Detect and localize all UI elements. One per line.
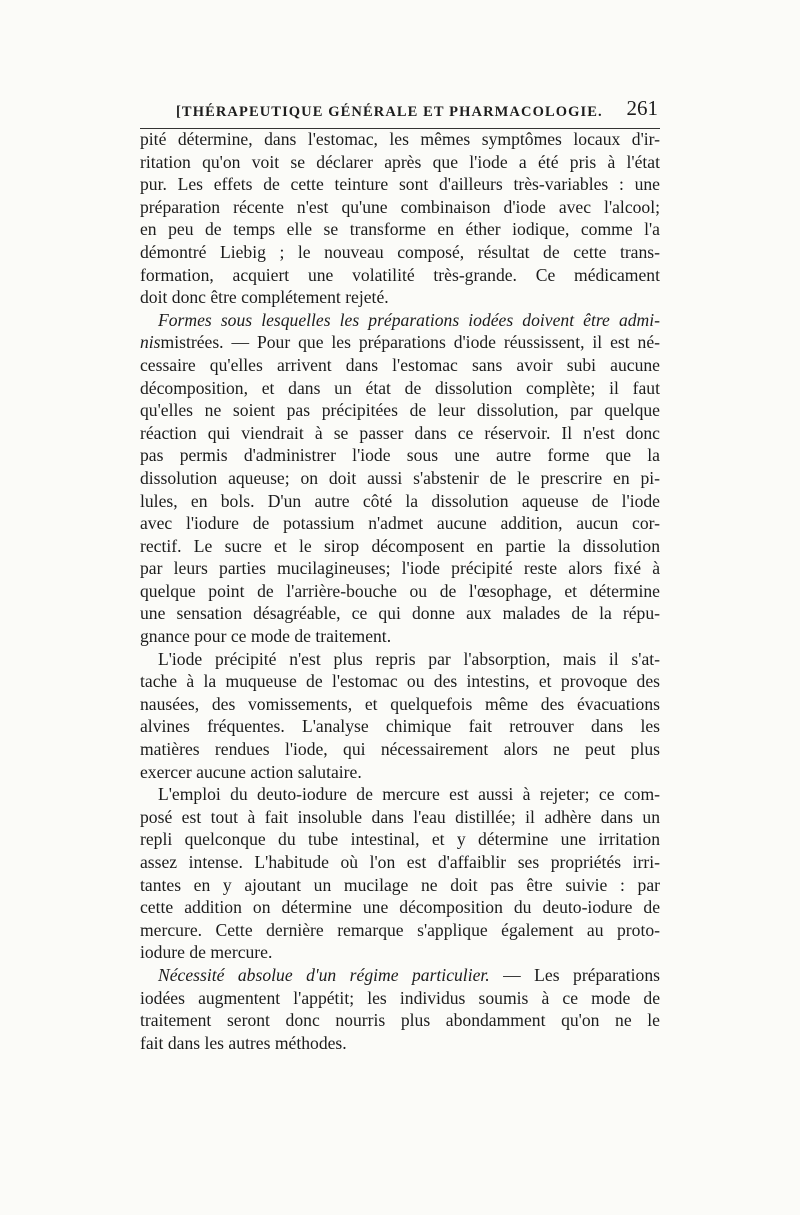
text-line: repli quelconque du tube intestinal, et y détermine une irritation — [140, 829, 660, 850]
text-line: cessaire qu'elles arrivent dans l'estomac sans avoir subi aucune — [140, 354, 660, 375]
text-line: quelque point de l'arrière-bouche ou de l'œsophage, et détermine — [140, 580, 660, 601]
text-line: pité détermine, dans l'estomac, les mêmes symptômes locaux d'ir- — [140, 129, 660, 149]
text-line: assez intense. L'habitude où l'on est d'affaiblir ses propriétés irri- — [140, 852, 660, 872]
text-line: iodure de mercure. — [140, 942, 273, 963]
text-line: décomposition, et dans un état de dissolution complète; il faut — [140, 377, 660, 398]
text-line: iodées augmentent l'appétit; les individus soumis à ce mode de — [140, 987, 660, 1008]
text-line: doit donc être complétement rejeté. — [140, 287, 389, 308]
section-heading-formes: Formes sous lesquelles les préparations iodées doivent être admi- — [158, 309, 660, 330]
text-line: tache à la muqueuse de l'estomac ou des intestins, et provoque des — [140, 671, 660, 692]
running-head: [THÉRAPEUTIQUE GÉNÉRALE ET PHARMACOLOGIE. — [176, 104, 603, 120]
text-line: avec l'iodure de potassium n'admet aucune addition, aucun cor- — [140, 513, 660, 534]
text-line: pur. Les effets de cette teinture sont d'ailleurs très-variables : une — [140, 174, 660, 195]
page-header — [140, 96, 660, 129]
section-heading-necessite — [140, 964, 660, 987]
text-line: L'emploi du deuto-iodure de mercure est aussi à rejeter; ce com- — [158, 784, 660, 805]
text-line: L'iode précipité n'est plus repris par l'absorption, mais il s'at- — [158, 648, 660, 669]
text-line: formation, acquiert une volatilité très-grande. Ce médicament — [140, 264, 660, 285]
text-line: exercer aucune action salutaire. — [140, 761, 362, 782]
text-line: mercure. Cette dernière remarque s'applique également au proto- — [140, 919, 660, 940]
text-line: alvines fréquentes. L'analyse chimique fait retrouver dans les — [140, 716, 660, 737]
text-line: préparation récente n'est qu'une combinaison d'iode avec l'alcool; — [140, 196, 660, 217]
text-line: une sensation désagréable, ce qui donne aux malades de la répu- — [140, 603, 660, 624]
text-line: démontré Liebig ; le nouveau composé, résultat de cette trans- — [140, 241, 660, 262]
text-line: réaction qui viendrait à se passer dans ce réservoir. Il n'est donc — [140, 422, 660, 443]
heading-necessite-title: Nécessité absolue d'un régime particulier. — [158, 964, 490, 985]
text-line: fait dans les autres méthodes. — [140, 1032, 347, 1053]
text-line: matières rendues l'iode, qui nécessairement alors ne peut plus — [140, 739, 660, 760]
text-line-rest: mistrées. — Pour que les préparations d'iode réussissent, il est né- — [160, 332, 660, 353]
text-line: posé est tout à fait insoluble dans l'eau distillée; il adhère dans un — [140, 806, 660, 827]
text-line: lules, en bols. D'un autre côté la dissolution aqueuse de l'iode — [140, 490, 660, 511]
text-line: tantes en y ajoutant un mucilage ne doit pas être suivie : par — [140, 874, 660, 895]
heading-continuation: nis — [140, 332, 161, 353]
text-line: dissolution aqueuse; on doit aussi s'abstenir de le prescrire en pi- — [140, 467, 660, 488]
text-line: rectif. Le sucre et le sirop décomposent en partie la dissolution — [140, 535, 660, 556]
text-line: qu'elles ne soient pas précipitées de leur dissolution, par quelque — [140, 400, 660, 421]
text-line: gnance pour ce mode de traitement. — [140, 626, 392, 647]
text-line: en peu de temps elle se transforme en éther iodique, comme l'a — [140, 219, 660, 240]
text-line: nausées, des vomissements, et quelquefois même des évacuations — [140, 693, 660, 714]
page-number: 261 — [626, 96, 658, 120]
text-line: traitement seront donc nourris plus abondamment qu'on ne le — [140, 1010, 660, 1031]
text-line: ritation qu'on voit se déclarer après que l'iode a été pris à l'état — [140, 151, 660, 172]
text-line — [140, 331, 660, 354]
text-line: par leurs parties mucilagineuses; l'iode précipité reste alors fixé à — [140, 558, 660, 579]
heading-necessite-rest: — Les préparations — [489, 964, 660, 985]
body-text — [140, 128, 660, 1054]
text-line: cette addition on détermine une décomposition du deuto-iodure de — [140, 897, 660, 918]
text-line: pas permis d'administrer l'iode sous une autre forme que la — [140, 445, 660, 466]
